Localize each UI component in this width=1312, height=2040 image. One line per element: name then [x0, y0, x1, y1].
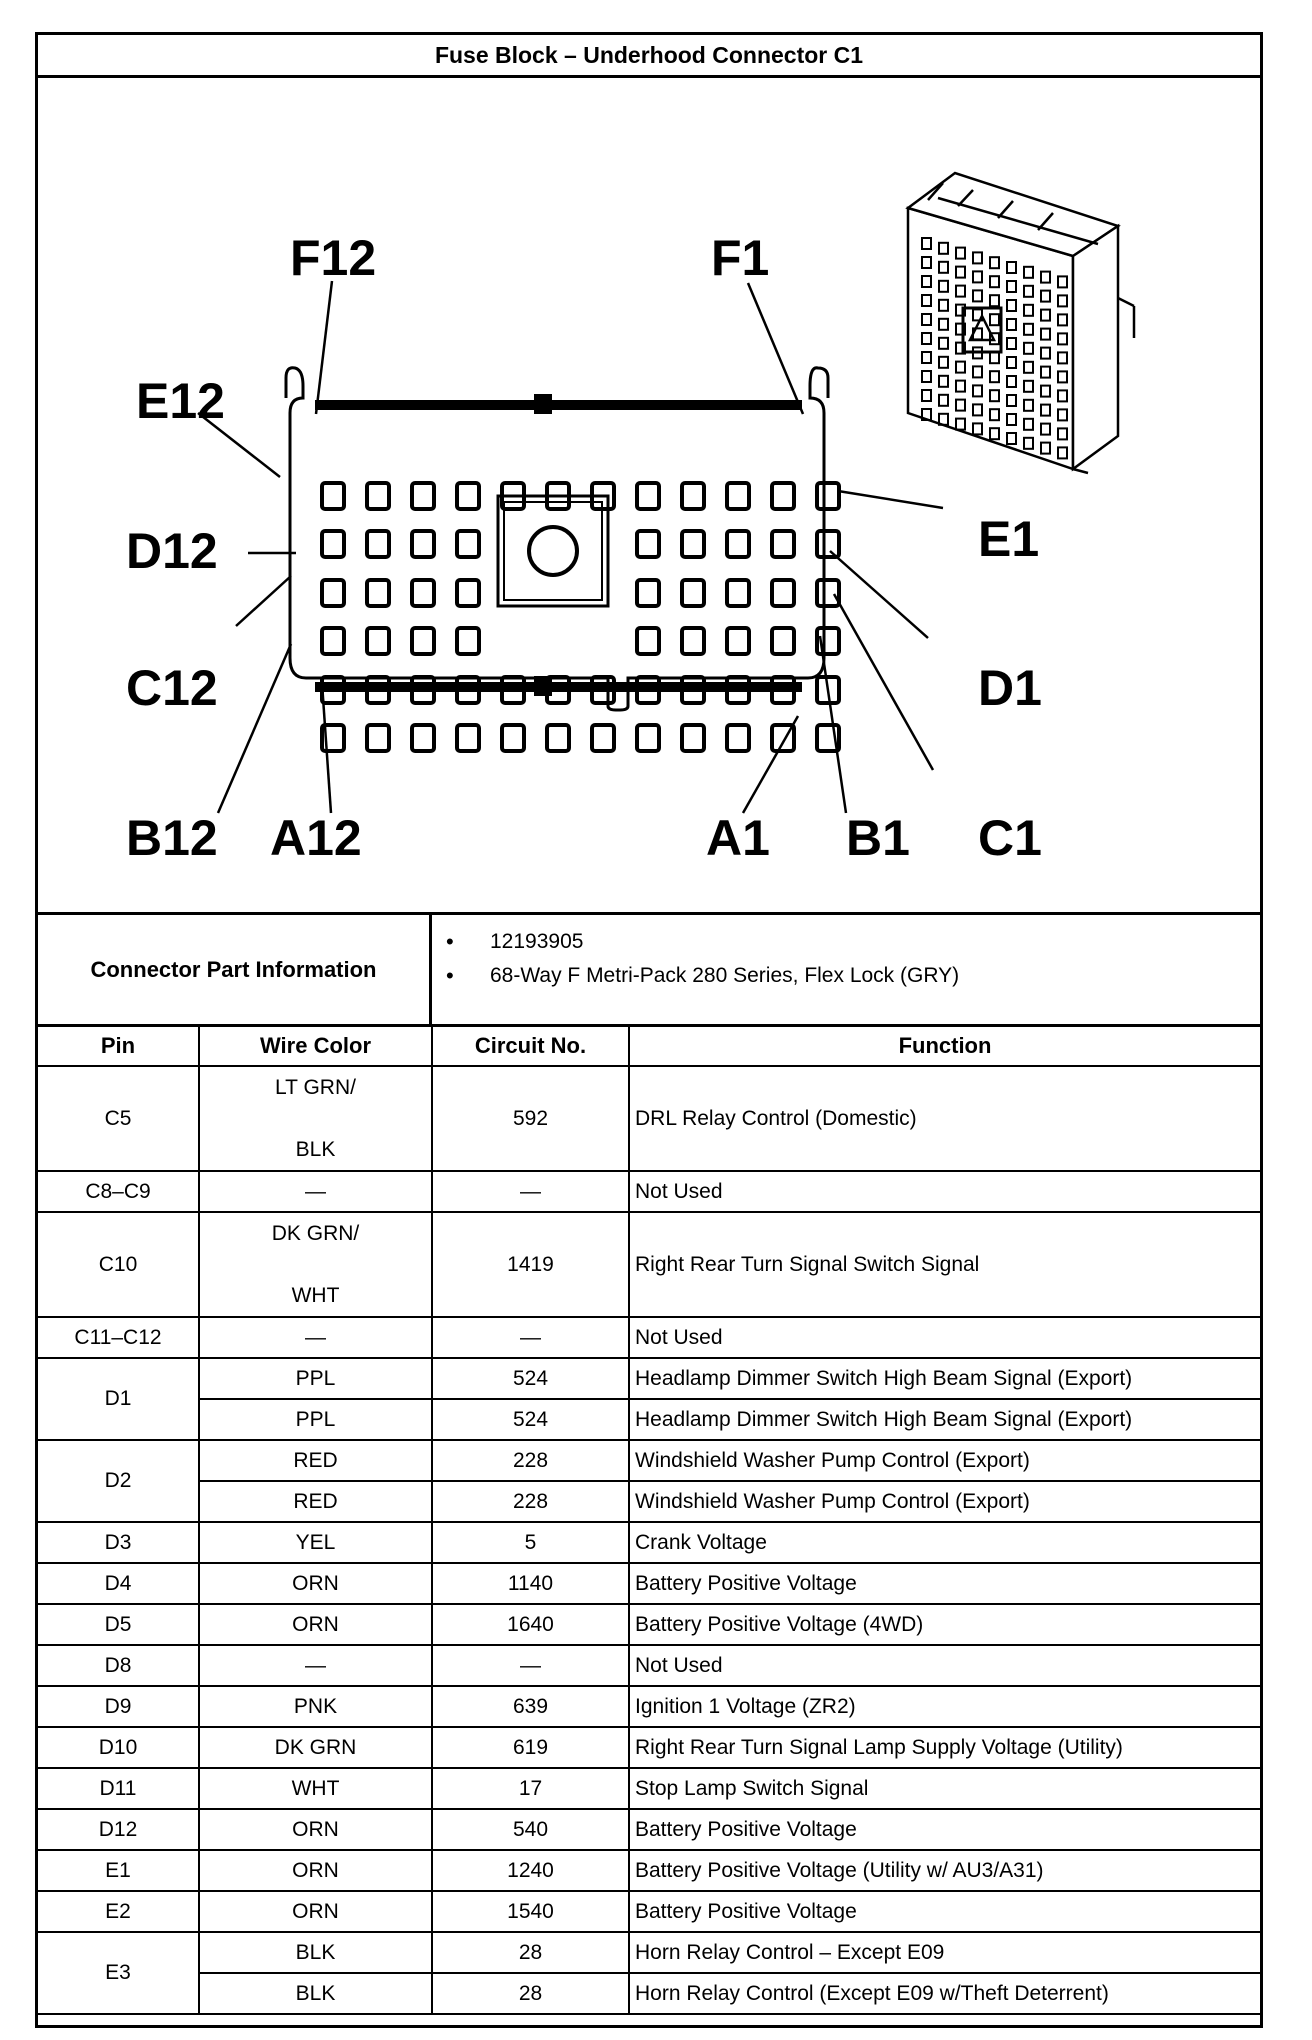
pin-cell: C11–C12: [38, 1317, 199, 1358]
function-cell: Crank Voltage: [629, 1522, 1260, 1563]
function-cell: Horn Relay Control – Except E09: [629, 1932, 1260, 1973]
cavity: [502, 725, 524, 751]
table-row: [38, 1932, 1260, 1973]
pin-cell: D5: [38, 1604, 199, 1645]
circuit-cell: 5: [432, 1522, 629, 1563]
circuit-cell: 524: [432, 1358, 629, 1399]
cavity: [457, 580, 479, 606]
cavity: [412, 483, 434, 509]
cavity: [682, 628, 704, 654]
circuit-cell: 1540: [432, 1891, 629, 1932]
table-row: [38, 1399, 1260, 1440]
table-row: [38, 1563, 1260, 1604]
circuit-cell: 28: [432, 1973, 629, 2014]
cavity: [457, 628, 479, 654]
function-cell: Headlamp Dimmer Switch High Beam Signal (Export): [629, 1399, 1260, 1440]
function-cell: Right Rear Turn Signal Lamp Supply Voltage (Utility): [629, 1727, 1260, 1768]
pin-cell: E1: [38, 1850, 199, 1891]
cavity: [457, 483, 479, 509]
cavity: [637, 628, 659, 654]
function-cell: Horn Relay Control (Except E09 w/Theft Deterrent): [629, 1973, 1260, 2014]
function-cell: Battery Positive Voltage: [629, 1809, 1260, 1850]
wire-color-cell: PPL: [199, 1399, 432, 1440]
function-cell: Right Rear Turn Signal Switch Signal: [629, 1212, 1260, 1317]
callout-a1: A1: [706, 810, 770, 866]
page-title: Fuse Block – Underhood Connector C1: [38, 35, 1260, 78]
callout-c12: C12: [126, 660, 218, 716]
cavity: [412, 725, 434, 751]
wire-color-cell: PNK: [199, 1686, 432, 1727]
wire-color-cell: [199, 1212, 432, 1317]
table-header-row: [38, 1027, 1260, 1066]
circuit-cell: 1640: [432, 1604, 629, 1645]
cavity: [682, 483, 704, 509]
circuit-cell: 592: [432, 1066, 629, 1171]
circuit-cell: 17: [432, 1768, 629, 1809]
cavity: [772, 531, 794, 557]
wire-color-cell: BLK: [199, 1973, 432, 2014]
cavity: [817, 531, 839, 557]
wire-color-cell: WHT: [199, 1768, 432, 1809]
wire-color-cell: RED: [199, 1481, 432, 1522]
wire-color-cell: PPL: [199, 1358, 432, 1399]
table-row: [38, 1522, 1260, 1563]
cavity: [637, 531, 659, 557]
cavity: [547, 725, 569, 751]
callout-e1: E1: [978, 511, 1040, 567]
cavity: [412, 531, 434, 557]
pin-cell: C5: [38, 1066, 199, 1171]
callout-f1: F1: [711, 230, 770, 286]
pin-cell: D2: [38, 1440, 199, 1522]
cavity: [457, 531, 479, 557]
wire-color-line: BLK: [295, 1137, 336, 1161]
connector-diagram: [38, 78, 1260, 912]
cavity: [412, 628, 434, 654]
part-info-label: Connector Part Information: [38, 915, 432, 1024]
circuit-cell: —: [432, 1317, 629, 1358]
callout-f12: F12: [290, 230, 377, 286]
wire-color-cell: ORN: [199, 1809, 432, 1850]
function-cell: Battery Positive Voltage (4WD): [629, 1604, 1260, 1645]
part-info-list: [432, 915, 1260, 1024]
wire-color-cell: BLK: [199, 1932, 432, 1973]
function-cell: Not Used: [629, 1317, 1260, 1358]
callout-a12: A12: [270, 810, 362, 866]
function-cell: Stop Lamp Switch Signal: [629, 1768, 1260, 1809]
table-row: [38, 1317, 1260, 1358]
cavity: [367, 580, 389, 606]
callout-labels: [126, 230, 1042, 866]
pin-cell: E2: [38, 1891, 199, 1932]
cavity: [412, 580, 434, 606]
circuit-cell: 540: [432, 1809, 629, 1850]
circuit-cell: 524: [432, 1399, 629, 1440]
function-cell: Not Used: [629, 1171, 1260, 1212]
circuit-cell: 228: [432, 1481, 629, 1522]
connector-sheet: [35, 32, 1263, 2028]
cavity: [592, 725, 614, 751]
table-row: [38, 1727, 1260, 1768]
cavity: [322, 580, 344, 606]
function-cell: Windshield Washer Pump Control (Export): [629, 1481, 1260, 1522]
header-pin: Pin: [38, 1027, 199, 1066]
table-row: [38, 1686, 1260, 1727]
wire-color-cell: [199, 1066, 432, 1171]
circuit-cell: 228: [432, 1440, 629, 1481]
circuit-cell: —: [432, 1171, 629, 1212]
wire-color-cell: RED: [199, 1440, 432, 1481]
function-cell: DRL Relay Control (Domestic): [629, 1066, 1260, 1171]
callout-d12: D12: [126, 523, 218, 579]
pin-cell: D10: [38, 1727, 199, 1768]
callout-c1: C1: [978, 810, 1042, 866]
table-row: [38, 1481, 1260, 1522]
cavity: [322, 483, 344, 509]
wire-color-cell: ORN: [199, 1850, 432, 1891]
cavity: [772, 483, 794, 509]
cavity: [817, 483, 839, 509]
pin-table: [38, 1027, 1260, 2015]
wire-color-cell: ORN: [199, 1604, 432, 1645]
cavity: [727, 531, 749, 557]
cavity: [322, 531, 344, 557]
wire-color-cell: ORN: [199, 1563, 432, 1604]
cavity: [727, 580, 749, 606]
cavity-grid: [322, 483, 839, 751]
wire-color-cell: —: [199, 1317, 432, 1358]
pin-cell: E3: [38, 1932, 199, 2014]
cavity: [457, 725, 479, 751]
table-row: [38, 1809, 1260, 1850]
pin-cell: D4: [38, 1563, 199, 1604]
cavity: [682, 580, 704, 606]
circuit-cell: 639: [432, 1686, 629, 1727]
wire-color-cell: YEL: [199, 1522, 432, 1563]
cavity: [682, 531, 704, 557]
pin-cell: D8: [38, 1645, 199, 1686]
wire-color-cell: DK GRN: [199, 1727, 432, 1768]
cavity: [817, 580, 839, 606]
header-circuit: Circuit No.: [432, 1027, 629, 1066]
wire-color-line: WHT: [291, 1283, 340, 1307]
cavity: [367, 628, 389, 654]
cavity: [637, 725, 659, 751]
cavity: [772, 628, 794, 654]
pin-cell: D12: [38, 1809, 199, 1850]
header-wire-color: Wire Color: [199, 1027, 432, 1066]
cavity: [637, 580, 659, 606]
cavity: [367, 483, 389, 509]
cavity: [367, 531, 389, 557]
circuit-cell: —: [432, 1645, 629, 1686]
circuit-cell: 1140: [432, 1563, 629, 1604]
circuit-cell: 1419: [432, 1212, 629, 1317]
circuit-cell: 1240: [432, 1850, 629, 1891]
cavity: [682, 725, 704, 751]
function-cell: Battery Positive Voltage: [629, 1891, 1260, 1932]
cavity: [727, 483, 749, 509]
table-row: [38, 1171, 1260, 1212]
pin-cell: C8–C9: [38, 1171, 199, 1212]
cavity: [727, 628, 749, 654]
pin-cell: D3: [38, 1522, 199, 1563]
connector-part-information: [38, 912, 1260, 1027]
callout-e12: E12: [136, 373, 225, 429]
cavity: [727, 725, 749, 751]
table-row: [38, 1440, 1260, 1481]
circuit-cell: 28: [432, 1932, 629, 1973]
circuit-cell: 619: [432, 1727, 629, 1768]
connector-3d-sketch: [908, 173, 1134, 473]
pin-cell: D1: [38, 1358, 199, 1440]
cavity: [367, 725, 389, 751]
wire-color-line: DK GRN/: [271, 1221, 360, 1245]
function-cell: Battery Positive Voltage: [629, 1563, 1260, 1604]
callout-d1: D1: [978, 660, 1042, 716]
table-row: [38, 1066, 1260, 1171]
function-cell: Windshield Washer Pump Control (Export): [629, 1440, 1260, 1481]
cavity: [637, 483, 659, 509]
callout-b1: B1: [846, 810, 910, 866]
function-cell: Ignition 1 Voltage (ZR2): [629, 1686, 1260, 1727]
table-row: [38, 1973, 1260, 2014]
callout-b12: B12: [126, 810, 218, 866]
function-cell: Battery Positive Voltage (Utility w/ AU3/A31): [629, 1850, 1260, 1891]
pin-cell: C10: [38, 1212, 199, 1317]
part-number: • 12193905: [490, 925, 1260, 959]
table-row: [38, 1645, 1260, 1686]
cavity: [322, 628, 344, 654]
pin-cell: D11: [38, 1768, 199, 1809]
function-cell: Headlamp Dimmer Switch High Beam Signal (Export): [629, 1358, 1260, 1399]
table-row: [38, 1604, 1260, 1645]
wire-color-line: LT GRN/: [275, 1075, 356, 1099]
header-function: Function: [629, 1027, 1260, 1066]
function-cell: Not Used: [629, 1645, 1260, 1686]
table-row: [38, 1358, 1260, 1399]
table-row: [38, 1850, 1260, 1891]
wire-color-cell: —: [199, 1171, 432, 1212]
pin-cell: D9: [38, 1686, 199, 1727]
wire-color-cell: ORN: [199, 1891, 432, 1932]
table-row: [38, 1768, 1260, 1809]
table-row: [38, 1891, 1260, 1932]
cavity: [772, 580, 794, 606]
table-row: [38, 1212, 1260, 1317]
wire-color-cell: —: [199, 1645, 432, 1686]
part-description: • 68-Way F Metri-Pack 280 Series, Flex Lock (GRY): [490, 959, 1260, 993]
